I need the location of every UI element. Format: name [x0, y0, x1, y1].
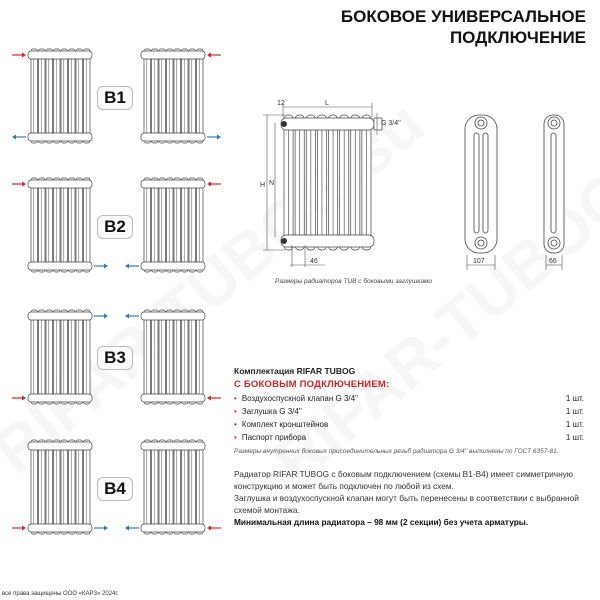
kit-item	[234, 394, 584, 403]
kit-section	[234, 366, 584, 455]
scheme-label-b3: B3	[97, 346, 133, 370]
radiator-b3-left	[28, 310, 92, 404]
bullet-icon: •	[234, 433, 237, 442]
scheme-label-b2: B2	[97, 215, 133, 239]
radiator-b3-right	[141, 310, 205, 404]
return-arrow-icon	[94, 264, 108, 269]
radiator-b4-right	[141, 440, 205, 534]
kit-item	[234, 407, 584, 416]
title-line-2: ПОДКЛЮЧЕНИЕ	[449, 28, 586, 47]
kit-subtitle: С БОКОВЫМ ПОДКЛЮЧЕНИЕМ:	[234, 379, 390, 390]
supply-arrow-icon	[12, 182, 26, 187]
description-p1: Радиатор RIFAR TUBOG с боковым подключением (схемы B1-B4) имеет симметричную конструкцию и может быть подключен по любой из схем.	[234, 469, 574, 491]
description-p3: Минимальная длина радиатора – 98 мм (2 секции) без учета арматуры.	[234, 517, 529, 527]
dim-46: 46	[310, 258, 318, 265]
scheme-label-b4: B4	[97, 477, 133, 501]
radiator-b2-right	[141, 178, 205, 272]
return-arrow-icon	[12, 135, 26, 140]
return-arrow-icon	[94, 314, 108, 319]
dim-thread: G 3/4''	[381, 120, 401, 127]
kit-item	[234, 420, 584, 429]
dim-66: 66	[549, 258, 557, 265]
kit-item-name: Воздухоспускной клапан G 3/4''	[241, 394, 359, 403]
kit-item	[234, 433, 584, 442]
supply-arrow-icon	[207, 396, 221, 401]
supply-arrow-icon	[207, 182, 221, 187]
return-arrow-icon	[125, 314, 139, 319]
drawing-caption: Размеры радиаторов TUB с боковыми заглушками	[275, 278, 433, 285]
kit-list	[234, 394, 584, 442]
return-arrow-icon	[207, 135, 221, 140]
dim-h: H	[260, 182, 266, 189]
radiator-b4-left	[28, 440, 92, 534]
side-view-66	[544, 115, 564, 253]
supply-arrow-icon	[12, 53, 26, 58]
kit-item-qty: 1 шт.	[565, 433, 584, 442]
kit-item-qty: 1 шт.	[565, 394, 584, 403]
kit-item-qty: 1 шт.	[565, 420, 584, 429]
kit-item-name: Комплект кронштейнов	[241, 420, 329, 429]
side-view-107	[465, 115, 497, 253]
return-arrow-icon	[94, 526, 108, 531]
title-line-1: БОКОВОЕ УНИВЕРСАЛЬНОЕ	[340, 7, 586, 26]
bullet-icon: •	[234, 420, 237, 429]
return-arrow-icon	[125, 264, 139, 269]
kit-title: Комплектация RIFAR TUBOG	[234, 366, 356, 376]
front-view-drawing	[281, 115, 382, 250]
kit-item-qty: 1 шт.	[565, 407, 584, 416]
supply-arrow-icon	[12, 396, 26, 401]
dim-12: 12	[277, 100, 285, 107]
kit-note: Размеры внутренних боковых присоединительных резьб радиатора G 3/4'' выполнены по ГОСТ 6357-81.	[234, 448, 559, 455]
radiator-b2-left	[28, 178, 92, 272]
radiator-b1-right	[141, 49, 205, 143]
description-p2: Заглушка и воздухоспускной клапан могут быть перенесены в соответствии с выбранной схемой монтажа.	[234, 493, 579, 515]
supply-arrow-icon	[12, 526, 26, 531]
kit-item-name: Паспорт прибора	[241, 433, 307, 442]
dim-n: N	[269, 180, 275, 187]
copyright-footer: все права защищены ООО «КАРЗ» 2024г.	[2, 591, 119, 597]
scheme-label-b1: B1	[97, 86, 133, 110]
technical-drawing	[255, 95, 600, 275]
bullet-icon: •	[234, 407, 237, 416]
dim-l: L	[325, 100, 329, 107]
supply-arrow-icon	[207, 526, 221, 531]
return-arrow-icon	[125, 526, 139, 531]
supply-arrow-icon	[207, 53, 221, 58]
description	[234, 468, 584, 528]
dim-107: 107	[473, 258, 485, 265]
radiator-b1-left	[28, 49, 92, 143]
bullet-icon: •	[234, 394, 237, 403]
kit-item-name: Заглушка G 3/4''	[241, 407, 302, 416]
page-title	[341, 6, 586, 48]
